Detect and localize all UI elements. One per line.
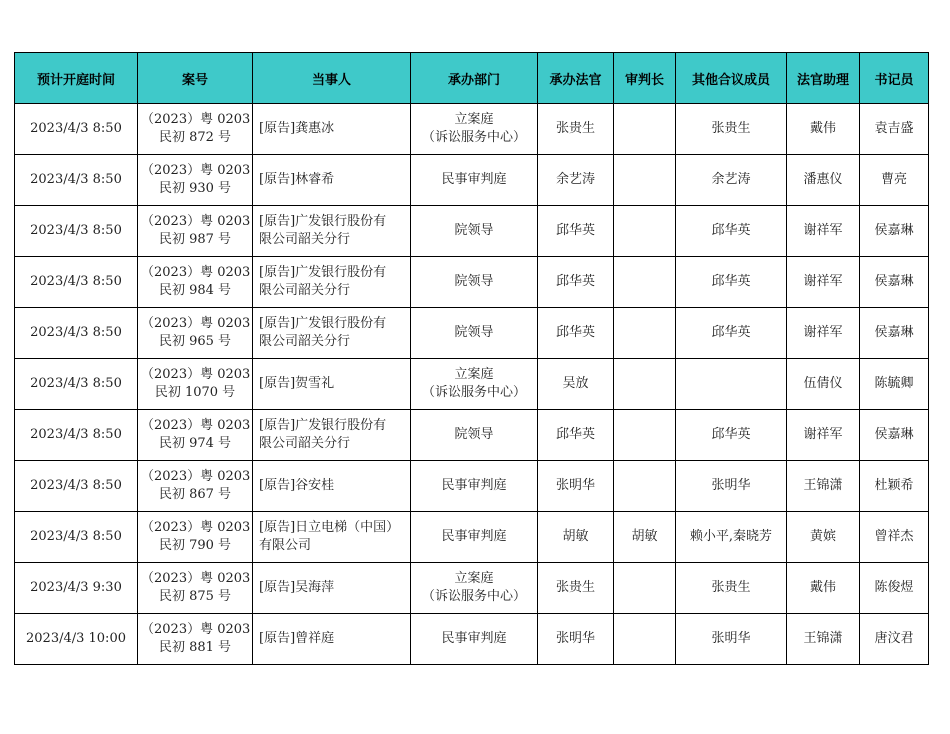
judge-cell <box>538 257 614 308</box>
panel-members-cell <box>676 206 787 257</box>
judge-assistant-cell <box>787 257 860 308</box>
table-row <box>15 308 929 359</box>
case-number-line1: （2023）粤 0203 <box>141 316 251 331</box>
case-number-line2: 民初 1070 号 <box>154 385 236 400</box>
table-row <box>15 512 929 563</box>
judge-cell <box>538 104 614 155</box>
presiding-judge-cell <box>614 614 676 665</box>
party-line1: [原告]广发银行股份有 <box>259 316 387 331</box>
judge-assistant-name: 戴伟 <box>809 580 836 595</box>
clerk-cell <box>860 614 929 665</box>
panel-members-cell <box>676 512 787 563</box>
judge-name: 张明华 <box>555 478 595 493</box>
scheduled-time: 2023/4/3 8:50 <box>30 274 122 289</box>
panel-members-names: 赖小平,秦晓芳 <box>689 529 773 544</box>
case-number-line1: （2023）粤 0203 <box>141 622 251 637</box>
party-line1: [原告]日立电梯（中国） <box>259 520 400 535</box>
judge-name: 胡敏 <box>562 529 589 544</box>
department-line1: 民事审判庭 <box>441 631 507 646</box>
department-line2: （诉讼服务中心） <box>421 130 526 145</box>
header-scheduled-time: 预计开庭时间 <box>15 53 138 104</box>
party-cell <box>253 308 411 359</box>
case-number-line1: （2023）粤 0203 <box>141 367 251 382</box>
clerk-name: 曹亮 <box>880 172 907 187</box>
department-cell <box>411 308 538 359</box>
department-line2: （诉讼服务中心） <box>421 385 526 400</box>
party-line2: 有限公司 <box>259 538 312 553</box>
scheduled-time-cell <box>15 308 138 359</box>
clerk-cell <box>860 155 929 206</box>
clerk-cell <box>860 410 929 461</box>
presiding-judge-cell <box>614 461 676 512</box>
case-number-line1: （2023）粤 0203 <box>141 520 251 535</box>
party-line2: 限公司韶关分行 <box>259 436 351 451</box>
scheduled-time: 2023/4/3 8:50 <box>30 325 122 340</box>
panel-members-names: 邱华英 <box>711 325 751 340</box>
scheduled-time: 2023/4/3 8:50 <box>30 223 122 238</box>
panel-members-names: 邱华英 <box>711 427 751 442</box>
clerk-name: 侯嘉琳 <box>874 325 914 340</box>
party-line1: [原告]龚惠冰 <box>259 121 335 136</box>
clerk-cell <box>860 308 929 359</box>
judge-assistant-cell <box>787 461 860 512</box>
judge-assistant-name: 黄嫔 <box>809 529 836 544</box>
presiding-judge-cell <box>614 308 676 359</box>
scheduled-time: 2023/4/3 8:50 <box>30 478 122 493</box>
department-cell <box>411 155 538 206</box>
department-line1: 民事审判庭 <box>441 478 507 493</box>
party-cell <box>253 563 411 614</box>
case-number-line1: （2023）粤 0203 <box>141 112 251 127</box>
scheduled-time: 2023/4/3 10:00 <box>26 631 126 646</box>
case-number-cell <box>138 410 253 461</box>
department-cell <box>411 563 538 614</box>
judge-name: 吴放 <box>562 376 589 391</box>
presiding-judge-name: 胡敏 <box>631 529 658 544</box>
department-line1: 民事审判庭 <box>441 172 507 187</box>
header-clerk: 书记员 <box>860 53 929 104</box>
table-header <box>15 53 929 104</box>
department-cell <box>411 104 538 155</box>
clerk-cell <box>860 512 929 563</box>
judge-assistant-cell <box>787 155 860 206</box>
clerk-name: 曾祥杰 <box>874 529 914 544</box>
department-line2: （诉讼服务中心） <box>421 589 526 604</box>
party-cell <box>253 257 411 308</box>
clerk-name: 袁吉盛 <box>874 121 914 136</box>
department-line1: 民事审判庭 <box>441 529 507 544</box>
party-line2: 限公司韶关分行 <box>259 232 351 247</box>
case-number-line2: 民初 987 号 <box>158 232 232 247</box>
presiding-judge-cell <box>614 104 676 155</box>
case-number-cell <box>138 206 253 257</box>
judge-cell <box>538 155 614 206</box>
case-number-cell <box>138 461 253 512</box>
department-cell <box>411 206 538 257</box>
party-line1: [原告]吴海萍 <box>259 580 335 595</box>
party-cell <box>253 461 411 512</box>
panel-members-cell <box>676 155 787 206</box>
table-row <box>15 104 929 155</box>
case-number-cell <box>138 512 253 563</box>
presiding-judge-cell <box>614 155 676 206</box>
case-number-line2: 民初 790 号 <box>158 538 232 553</box>
judge-assistant-name: 王锦潇 <box>803 631 843 646</box>
scheduled-time-cell <box>15 257 138 308</box>
judge-assistant-name: 王锦潇 <box>803 478 843 493</box>
party-line2: 限公司韶关分行 <box>259 283 351 298</box>
panel-members-names: 张贵生 <box>711 121 751 136</box>
department-line1: 院领导 <box>454 427 494 442</box>
clerk-cell <box>860 104 929 155</box>
scheduled-time: 2023/4/3 9:30 <box>30 580 122 595</box>
table-body <box>15 104 929 665</box>
clerk-cell <box>860 563 929 614</box>
panel-members-cell <box>676 257 787 308</box>
table-row <box>15 359 929 410</box>
judge-assistant-name: 戴伟 <box>809 121 836 136</box>
department-cell <box>411 257 538 308</box>
party-cell <box>253 359 411 410</box>
panel-members-cell <box>676 461 787 512</box>
judge-assistant-cell <box>787 308 860 359</box>
case-number-cell <box>138 614 253 665</box>
clerk-cell <box>860 359 929 410</box>
judge-assistant-name: 伍倩仪 <box>803 376 843 391</box>
panel-members-cell <box>676 614 787 665</box>
judge-cell <box>538 512 614 563</box>
judge-assistant-name: 潘惠仪 <box>803 172 843 187</box>
scheduled-time-cell <box>15 206 138 257</box>
header-case-number: 案号 <box>138 53 253 104</box>
party-cell <box>253 614 411 665</box>
judge-assistant-cell <box>787 512 860 563</box>
judge-cell <box>538 563 614 614</box>
header-row <box>15 53 929 104</box>
panel-members-names: 邱华英 <box>711 223 751 238</box>
panel-members-names: 张明华 <box>711 478 751 493</box>
case-number-cell <box>138 359 253 410</box>
case-number-line2: 民初 984 号 <box>158 283 232 298</box>
judge-assistant-name: 谢祥军 <box>803 427 843 442</box>
judge-cell <box>538 308 614 359</box>
case-number-line2: 民初 974 号 <box>158 436 232 451</box>
clerk-name: 侯嘉琳 <box>874 223 914 238</box>
case-number-cell <box>138 257 253 308</box>
table-row <box>15 563 929 614</box>
department-cell <box>411 359 538 410</box>
judge-assistant-name: 谢祥军 <box>803 274 843 289</box>
scheduled-time-cell <box>15 614 138 665</box>
judge-cell <box>538 359 614 410</box>
party-line1: [原告]林睿希 <box>259 172 335 187</box>
department-line1: 院领导 <box>454 274 494 289</box>
panel-members-cell <box>676 359 787 410</box>
header-party: 当事人 <box>253 53 411 104</box>
case-number-line2: 民初 867 号 <box>158 487 232 502</box>
clerk-cell <box>860 461 929 512</box>
judge-name: 邱华英 <box>555 223 595 238</box>
case-number-cell <box>138 104 253 155</box>
presiding-judge-cell <box>614 410 676 461</box>
case-number-line2: 民初 965 号 <box>158 334 232 349</box>
clerk-cell <box>860 206 929 257</box>
party-cell <box>253 512 411 563</box>
party-line1: [原告]谷安桂 <box>259 478 335 493</box>
case-number-cell <box>138 155 253 206</box>
panel-members-names: 余艺涛 <box>711 172 751 187</box>
case-number-line1: （2023）粤 0203 <box>141 469 251 484</box>
scheduled-time: 2023/4/3 8:50 <box>30 427 122 442</box>
judge-cell <box>538 410 614 461</box>
scheduled-time-cell <box>15 563 138 614</box>
party-cell <box>253 410 411 461</box>
case-number-line2: 民初 872 号 <box>158 130 232 145</box>
department-line1: 立案庭 <box>454 367 494 382</box>
party-cell <box>253 155 411 206</box>
clerk-name: 陈俊煜 <box>874 580 914 595</box>
case-number-cell <box>138 563 253 614</box>
table-row <box>15 614 929 665</box>
department-line1: 立案庭 <box>454 112 494 127</box>
department-line1: 院领导 <box>454 325 494 340</box>
clerk-name: 侯嘉琳 <box>874 427 914 442</box>
header-presiding-judge: 审判长 <box>614 53 676 104</box>
panel-members-names: 张贵生 <box>711 580 751 595</box>
judge-name: 张贵生 <box>555 580 595 595</box>
case-number-line2: 民初 930 号 <box>158 181 232 196</box>
judge-assistant-name: 谢祥军 <box>803 325 843 340</box>
judge-cell <box>538 614 614 665</box>
presiding-judge-cell <box>614 563 676 614</box>
panel-members-cell <box>676 563 787 614</box>
department-cell <box>411 512 538 563</box>
panel-members-names: 张明华 <box>711 631 751 646</box>
judge-assistant-cell <box>787 563 860 614</box>
party-line1: [原告]广发银行股份有 <box>259 265 387 280</box>
department-line1: 院领导 <box>454 223 494 238</box>
presiding-judge-cell <box>614 206 676 257</box>
header-panel-members: 其他合议成员 <box>676 53 787 104</box>
panel-members-cell <box>676 308 787 359</box>
judge-assistant-cell <box>787 359 860 410</box>
judge-name: 邱华英 <box>555 325 595 340</box>
judge-assistant-cell <box>787 614 860 665</box>
party-line1: [原告]广发银行股份有 <box>259 214 387 229</box>
header-judge-assistant: 法官助理 <box>787 53 860 104</box>
hearing-schedule-table <box>14 52 929 665</box>
judge-name: 张明华 <box>555 631 595 646</box>
table-row <box>15 206 929 257</box>
panel-members-cell <box>676 104 787 155</box>
scheduled-time-cell <box>15 512 138 563</box>
party-line1: [原告]广发银行股份有 <box>259 418 387 433</box>
case-number-line1: （2023）粤 0203 <box>141 571 251 586</box>
scheduled-time-cell <box>15 104 138 155</box>
scheduled-time-cell <box>15 155 138 206</box>
case-number-line1: （2023）粤 0203 <box>141 214 251 229</box>
party-line1: [原告]曾祥庭 <box>259 631 335 646</box>
table-row <box>15 155 929 206</box>
department-cell <box>411 461 538 512</box>
judge-assistant-cell <box>787 410 860 461</box>
judge-name: 张贵生 <box>555 121 595 136</box>
case-number-line1: （2023）粤 0203 <box>141 163 251 178</box>
case-number-line2: 民初 881 号 <box>158 640 232 655</box>
judge-cell <box>538 461 614 512</box>
scheduled-time-cell <box>15 461 138 512</box>
party-line2: 限公司韶关分行 <box>259 334 351 349</box>
scheduled-time: 2023/4/3 8:50 <box>30 529 122 544</box>
header-judge: 承办法官 <box>538 53 614 104</box>
table-row <box>15 461 929 512</box>
clerk-name: 杜颖希 <box>874 478 914 493</box>
party-line1: [原告]贺雪礼 <box>259 376 335 391</box>
case-number-line2: 民初 875 号 <box>158 589 232 604</box>
case-number-cell <box>138 308 253 359</box>
presiding-judge-cell <box>614 512 676 563</box>
judge-name: 邱华英 <box>555 274 595 289</box>
judge-assistant-name: 谢祥军 <box>803 223 843 238</box>
table-row <box>15 410 929 461</box>
panel-members-cell <box>676 410 787 461</box>
party-cell <box>253 206 411 257</box>
case-number-line1: （2023）粤 0203 <box>141 265 251 280</box>
judge-name: 余艺涛 <box>555 172 595 187</box>
judge-assistant-cell <box>787 206 860 257</box>
judge-cell <box>538 206 614 257</box>
scheduled-time-cell <box>15 410 138 461</box>
department-cell <box>411 410 538 461</box>
clerk-name: 唐汶君 <box>874 631 914 646</box>
scheduled-time: 2023/4/3 8:50 <box>30 121 122 136</box>
department-cell <box>411 614 538 665</box>
header-department: 承办部门 <box>411 53 538 104</box>
clerk-name: 陈毓卿 <box>874 376 914 391</box>
scheduled-time: 2023/4/3 8:50 <box>30 376 122 391</box>
scheduled-time-cell <box>15 359 138 410</box>
table-row <box>15 257 929 308</box>
clerk-cell <box>860 257 929 308</box>
judge-assistant-cell <box>787 104 860 155</box>
scheduled-time: 2023/4/3 8:50 <box>30 172 122 187</box>
presiding-judge-cell <box>614 257 676 308</box>
party-cell <box>253 104 411 155</box>
panel-members-names: 邱华英 <box>711 274 751 289</box>
presiding-judge-cell <box>614 359 676 410</box>
department-line1: 立案庭 <box>454 571 494 586</box>
case-number-line1: （2023）粤 0203 <box>141 418 251 433</box>
judge-name: 邱华英 <box>555 427 595 442</box>
clerk-name: 侯嘉琳 <box>874 274 914 289</box>
